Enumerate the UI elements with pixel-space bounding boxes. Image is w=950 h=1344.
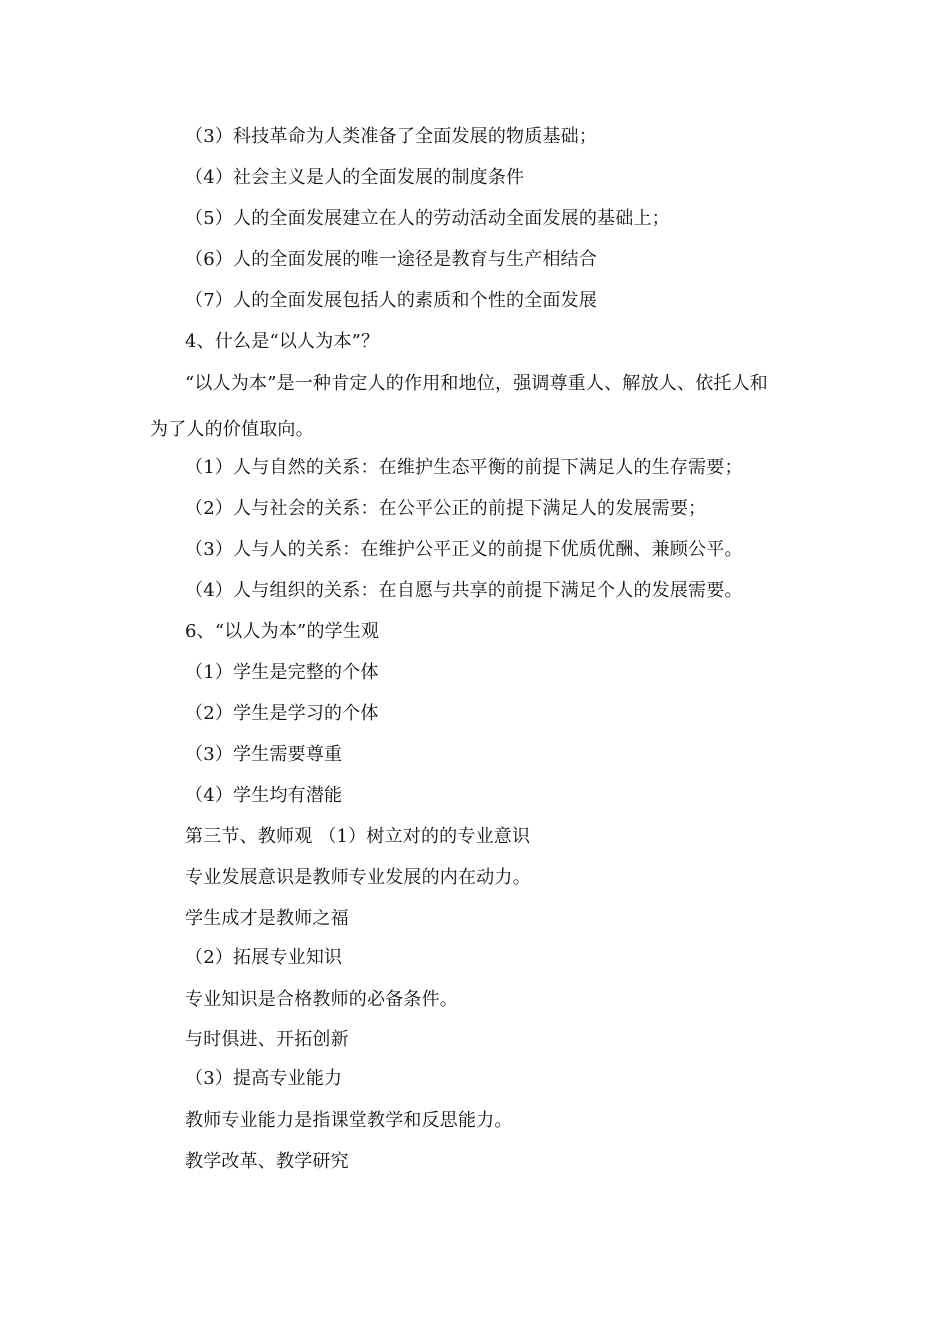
text-line: （4）人与组织的关系：在自愿与共享的前提下满足个人的发展需要。 [185, 580, 743, 601]
text-line: 专业发展意识是教师专业发展的内在动力。 [185, 867, 531, 888]
text-line: 与时俱进、开拓创新 [185, 1029, 349, 1050]
section-heading: 6、“以人为本”的学生观 [185, 621, 380, 642]
text-line: （2）人与社会的关系：在公平公正的前提下满足人的发展需要； [185, 498, 707, 519]
text-line: （2）拓展专业知识 [185, 947, 343, 968]
text-line: 学生成才是教师之福 [185, 908, 349, 929]
text-line: （3）学生需要尊重 [185, 744, 343, 765]
text-line: （3）人与人的关系：在维护公平正义的前提下优质优酬、兼顾公平。 [185, 539, 743, 560]
text-line: （3）提高专业能力 [185, 1068, 343, 1089]
text-line: （3）科技革命为人类准备了全面发展的物质基础； [185, 126, 598, 147]
section-heading: 4、什么是“以人为本”？ [185, 331, 380, 352]
text-line: 教师专业能力是指课堂教学和反思能力。 [185, 1110, 513, 1131]
paragraph-line: “以人为本”是一种肯定人的作用和地位，强调尊重人、解放人、依托人和 [185, 373, 769, 394]
paragraph-line: 为了人的价值取向。 [150, 419, 314, 440]
text-line: （4）社会主义是人的全面发展的制度条件 [185, 167, 525, 188]
text-line: （5）人的全面发展建立在人的劳动活动全面发展的基础上； [185, 208, 670, 229]
text-line: 专业知识是合格教师的必备条件。 [185, 989, 458, 1010]
text-line: （6）人的全面发展的唯一途径是教育与生产相结合 [185, 249, 598, 270]
text-line: （2）学生是学习的个体 [185, 703, 379, 724]
text-line: （7）人的全面发展包括人的素质和个性的全面发展 [185, 290, 598, 311]
text-line: 教学改革、教学研究 [185, 1151, 349, 1172]
text-line: （1）人与自然的关系：在维护生态平衡的前提下满足人的生存需要； [185, 457, 743, 478]
section-heading: 第三节、教师观 （1）树立对的的专业意识 [185, 826, 531, 847]
text-line: （4）学生均有潜能 [185, 785, 343, 806]
text-line: （1）学生是完整的个体 [185, 662, 379, 683]
